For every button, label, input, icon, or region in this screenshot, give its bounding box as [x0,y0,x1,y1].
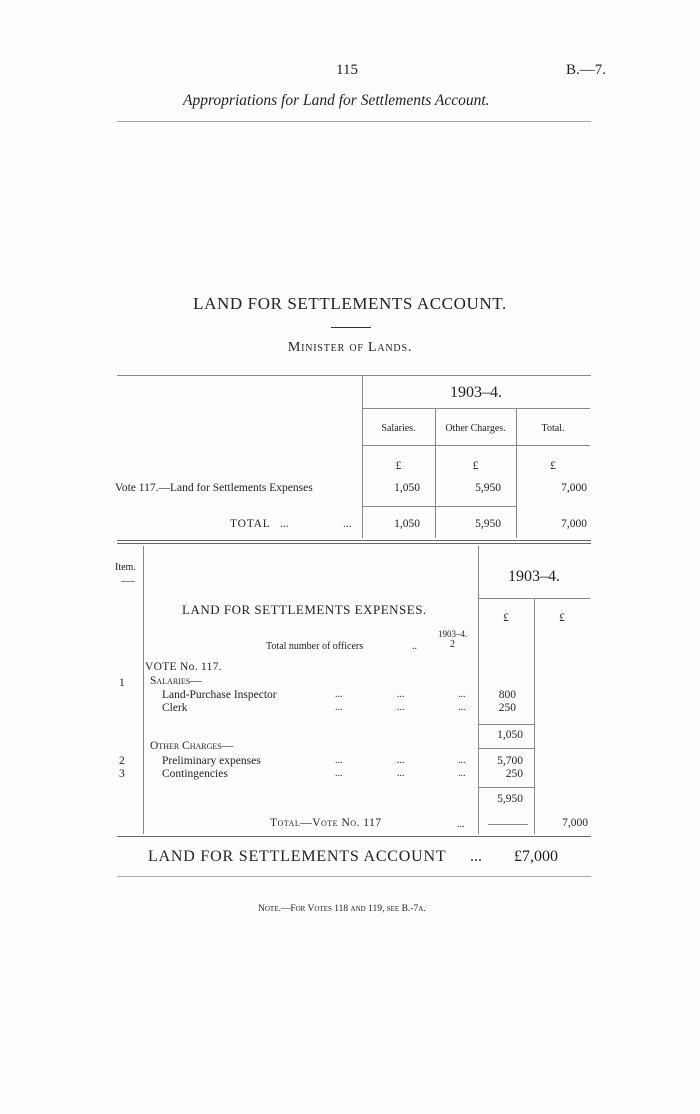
other-item-amount-1: 5,700 [497,755,523,767]
detail-currency-1: £ [503,612,509,624]
other-item-dots-2c: ... [458,768,466,779]
salaries-heading: Salaries— [150,675,202,687]
other-subtotal: 5,950 [497,793,523,805]
item-header-rule [121,581,135,582]
vote-total-amount: 7,000 [562,817,588,829]
summary-subtotal-rule-1 [362,506,435,507]
col-header-total: Total. [541,423,565,434]
vote-total-rule [488,824,528,825]
salary-item-dots-1c: ... [458,689,466,700]
summary-row-other: 5,950 [475,482,501,494]
currency-other: £ [472,460,479,472]
salary-item-amount-2: 250 [498,702,516,714]
summary-top-rule [117,375,591,376]
title-rule [331,327,371,328]
other-item-dots-1c: ... [458,755,466,766]
header-rule [117,121,591,122]
other-subtotal-rule [478,787,534,788]
other-item-dots-1a: ... [335,755,343,766]
salaries-subtotal: 1,050 [497,729,523,741]
summary-total-other: 5,950 [475,518,501,530]
vote-total-label: Total—Vote No. 117 [270,817,382,829]
other-charges-heading: Other Charges— [150,740,234,752]
other-item-label-2: Contingencies [162,768,228,780]
summary-row-salaries: 1,050 [394,482,420,494]
currency-salaries: £ [395,460,402,472]
detail-year: 1903–4. [508,568,560,585]
summary-total-label: TOTAL [230,518,271,530]
item-number-3: 3 [119,768,125,780]
detail-mid-divider [534,598,535,834]
detail-year-rule [478,598,590,599]
summary-total-dots-2: ... [343,518,352,530]
page-reference: B.—7. [566,62,607,78]
vote-heading: VOTE No. 117. [145,661,222,673]
summary-subtotal-rule-2 [435,506,516,507]
grand-total-dots: ... [470,848,482,865]
salary-item-dots-2c: ... [458,702,466,713]
summary-total-salaries: 1,050 [394,518,420,530]
summary-row-total: 7,000 [561,482,587,494]
col-header-other-charges: Other Charges. [445,423,506,434]
item-number-2: 2 [119,755,125,767]
detail-bottom-rule [117,836,591,837]
item-column-divider [143,546,144,834]
other-item-dots-2a: ... [335,768,343,779]
grand-total-rule [117,876,591,877]
summary-row-label: Vote 117.—Land for Settlements Expenses [115,482,313,494]
summary-year-rule [362,408,590,409]
account-title: LAND FOR SETTLEMENTS ACCOUNT. [193,294,507,313]
summary-year: 1903–4. [450,384,502,401]
summary-bottom-rule [117,540,591,541]
other-item-dots-2b: ... [397,768,405,779]
salary-item-dots-2a: ... [335,702,343,713]
grand-total-label: LAND FOR SETTLEMENTS ACCOUNT [148,848,447,865]
officers-label: Total number of officers [266,641,364,652]
officers-count: 2 [450,639,455,650]
summary-header-rule [362,445,590,446]
other-item-amount-2: 250 [505,768,523,780]
other-item-dots-1b: ... [397,755,405,766]
running-title: Appropriations for Land for Settlements Account. [183,92,490,109]
detail-currency-2: £ [559,612,565,624]
currency-total: £ [550,460,556,472]
footnote: Note.—For Votes 118 and 119, see B.-7a. [258,904,426,914]
officers-dots: .. [412,641,417,652]
item-number-1: 1 [119,677,125,689]
summary-total-dots: ... [280,518,289,530]
summary-bottom-rule-2 [117,543,591,544]
col-header-salaries: Salaries. [381,423,416,434]
officers-year: 1903–4. [438,629,468,639]
salaries-subtotal-rule [478,724,534,725]
page-number: 115 [336,62,358,78]
salaries-subtotal-rule-bottom [478,748,534,749]
salary-item-dots-1b: ... [397,689,405,700]
section-title: LAND FOR SETTLEMENTS EXPENSES. [182,602,427,617]
minister-heading: Minister of Lands. [287,340,413,355]
item-column-header: Item. [115,562,136,573]
salary-item-amount-1: 800 [498,689,516,701]
other-item-label-1: Preliminary expenses [162,755,261,767]
vote-total-dots: ... [457,819,465,830]
summary-total-total: 7,000 [561,518,587,530]
salary-item-label-2: Clerk [162,702,188,714]
salary-item-dots-2b: ... [397,702,405,713]
salary-item-label-1: Land-Purchase Inspector [162,689,277,701]
salary-item-dots-1a: ... [335,689,343,700]
grand-total-amount: £7,000 [514,848,558,865]
